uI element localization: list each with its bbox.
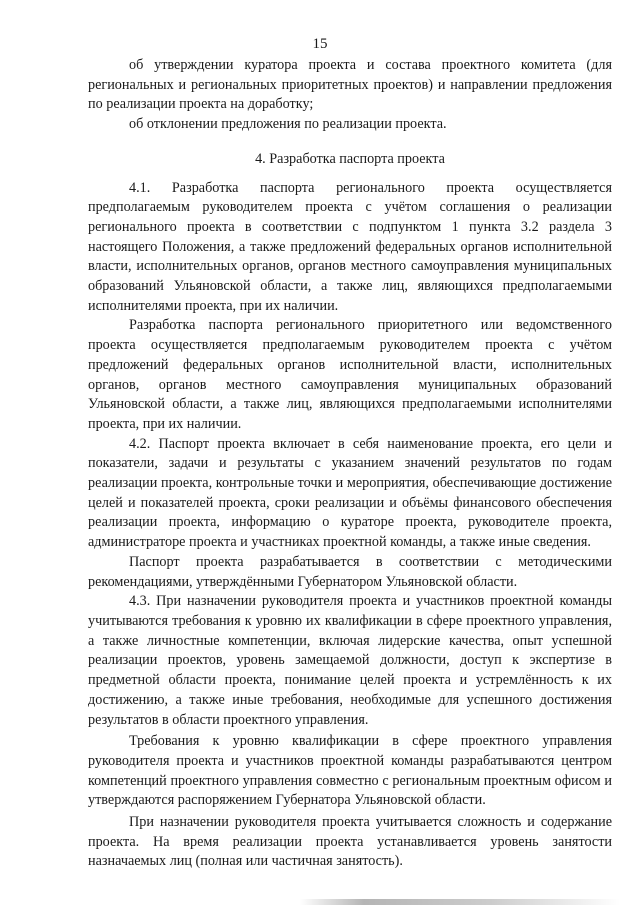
intro-paragraph-2: об отклонении предложения по реализации проекта. xyxy=(129,116,447,133)
scan-artifact xyxy=(300,899,620,905)
paragraph-4-3-requirements: Требования к уровню квалификации в сфере проектного управления руководителя проекта и участников проектной команды разрабатываются центром компетенций проектного управления совместно с региональным проектным офисом и утверждаются распоряжением Губернатора Ульяновской области. xyxy=(88,733,612,809)
paragraph-4-3-workload: При назначении руководителя проекта учитывается сложность и содержание проекта. На время реализации проекта устанавливается уровень занятости назначаемых лиц (полная или частичная занятость). xyxy=(88,814,612,870)
paragraph-4-1: 4.1. Разработка паспорта регионального проекта осуществляется предполагаемым руководителем проекта с учётом соглашения о реализации регионального проекта в соответствии с подпунктом 1 пункта 3.2 раздела 3 настоящего Положения, а также предложений федеральных органов исполнительной власти, исполнительных органов, органов местного самоуправления муниципальных образований Ульяновской области, а также лиц, являющихся предполагаемыми исполнителями проекта, при их наличии. xyxy=(88,179,612,314)
paragraph-4-2: 4.2. Паспорт проекта включает в себя наименование проекта, его цели и показатели, задачи и результаты с указанием значений результатов по годам реализации проекта, контрольные точки и мероприятия, обеспечивающие достижение целей и показателей проекта, сроки реализации и объёмы финансового обеспечения реализации проекта, информацию о кураторе проекта, руководителе проекта, администраторе проекта и участниках проектной команды, а также иные сведения. xyxy=(88,435,612,551)
section-heading: 4. Разработка паспорта проекта xyxy=(255,150,445,167)
intro-paragraph-1: об утверждении куратора проекта и состава проектного комитета (для региональных и региональных приоритетных проектов) и направлении предложения по реализации проекта на доработку; xyxy=(88,57,612,113)
document-body xyxy=(88,56,612,872)
page-number: 15 xyxy=(312,36,328,52)
paragraph-4-3: 4.3. При назначении руководителя проекта и участников проектной команды учитываются требования к уровню их квалификации в сфере проектного управления, а также личностные компетенции, включая лидерские качества, опыт успешной реализации проектов, уровень замещаемой должности, доступ к экспертизе в предметной области проекта, понимание целей проекта и устремлённость к их достижению, а также иные требования, необходимые для успешного достижения результатов в области проектного управления. xyxy=(88,593,612,728)
paragraph-4-1-continued: Разработка паспорта регионального приоритетного или ведомственного проекта осуществляется предполагаемым руководителем проекта с учётом предложений федеральных органов исполнительной власти, исполнительных органов, органов местного самоуправления муниципальных образований Ульяновской области, а также лиц, являющихся предполагаемыми исполнителями проекта, при их наличии. xyxy=(88,317,612,432)
paragraph-4-2-continued: Паспорт проекта разрабатывается в соответствии с методическими рекомендациями, утверждёнными Губернатором Ульяновской области. xyxy=(88,553,612,590)
